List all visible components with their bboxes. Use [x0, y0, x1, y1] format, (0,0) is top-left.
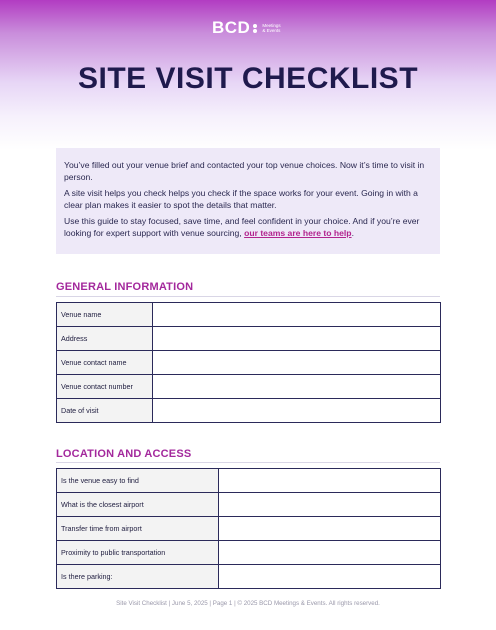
row-label: Is there parking:	[57, 565, 219, 589]
table-row	[57, 303, 441, 327]
logo-tagline: Meetings & Events	[262, 23, 281, 33]
page-footer: Site Visit Checklist | June 5, 2025 | Page 1 | © 2025 BCD Meetings & Events. All rights reserved.	[116, 600, 380, 607]
table-row	[57, 327, 441, 351]
parking-field[interactable]	[219, 565, 441, 589]
location-access-table	[56, 468, 441, 589]
row-label: Is the venue easy to find	[57, 469, 219, 493]
row-label: Venue contact name	[57, 351, 153, 375]
intro-paragraph-3: Use this guide to stay focused, save time, and feel confident in your choice. And if you’re ever looking for expert support with venue sourcing, our teams are here to help.	[64, 216, 420, 238]
table-row	[57, 399, 441, 423]
logo-text: BCD	[212, 18, 251, 37]
row-label: Date of visit	[57, 399, 153, 423]
venue-contact-number-field[interactable]	[153, 375, 441, 399]
public-transport-field[interactable]	[219, 541, 441, 565]
general-information-heading: GENERAL INFORMATION	[56, 281, 194, 293]
venue-name-field[interactable]	[153, 303, 441, 327]
table-row	[57, 565, 441, 589]
row-label: Proximity to public transportation	[57, 541, 219, 565]
logo-dots-icon	[253, 24, 257, 33]
row-label: Address	[57, 327, 153, 351]
section-divider	[56, 296, 440, 297]
table-row	[57, 351, 441, 375]
row-label: What is the closest airport	[57, 493, 219, 517]
address-field[interactable]	[153, 327, 441, 351]
table-row	[57, 469, 441, 493]
venue-sourcing-link[interactable]: our teams are here to help	[244, 227, 352, 238]
intro-paragraph-2: A site visit helps you check helps you check if the space works for your event. Going in with a clear plan makes it easier to spot the details that matter.	[64, 188, 418, 210]
location-access-heading: LOCATION AND ACCESS	[56, 448, 192, 460]
venue-contact-name-field[interactable]	[153, 351, 441, 375]
table-row	[57, 541, 441, 565]
easy-to-find-field[interactable]	[219, 469, 441, 493]
table-row	[57, 375, 441, 399]
table-row	[57, 493, 441, 517]
section-divider	[56, 462, 440, 463]
table-row	[57, 517, 441, 541]
transfer-time-field[interactable]	[219, 517, 441, 541]
date-of-visit-field[interactable]	[153, 399, 441, 423]
row-label: Venue contact number	[57, 375, 153, 399]
general-information-table	[56, 302, 441, 423]
page-title: SITE VISIT CHECKLIST	[77, 62, 419, 95]
row-label: Venue name	[57, 303, 153, 327]
row-label: Transfer time from airport	[57, 517, 219, 541]
closest-airport-field[interactable]	[219, 493, 441, 517]
intro-paragraph-1: You’ve filled out your venue brief and contacted your top venue choices. Now it’s time to visit in person.	[64, 160, 425, 182]
intro-box	[56, 148, 440, 254]
bcd-logo	[212, 18, 281, 38]
